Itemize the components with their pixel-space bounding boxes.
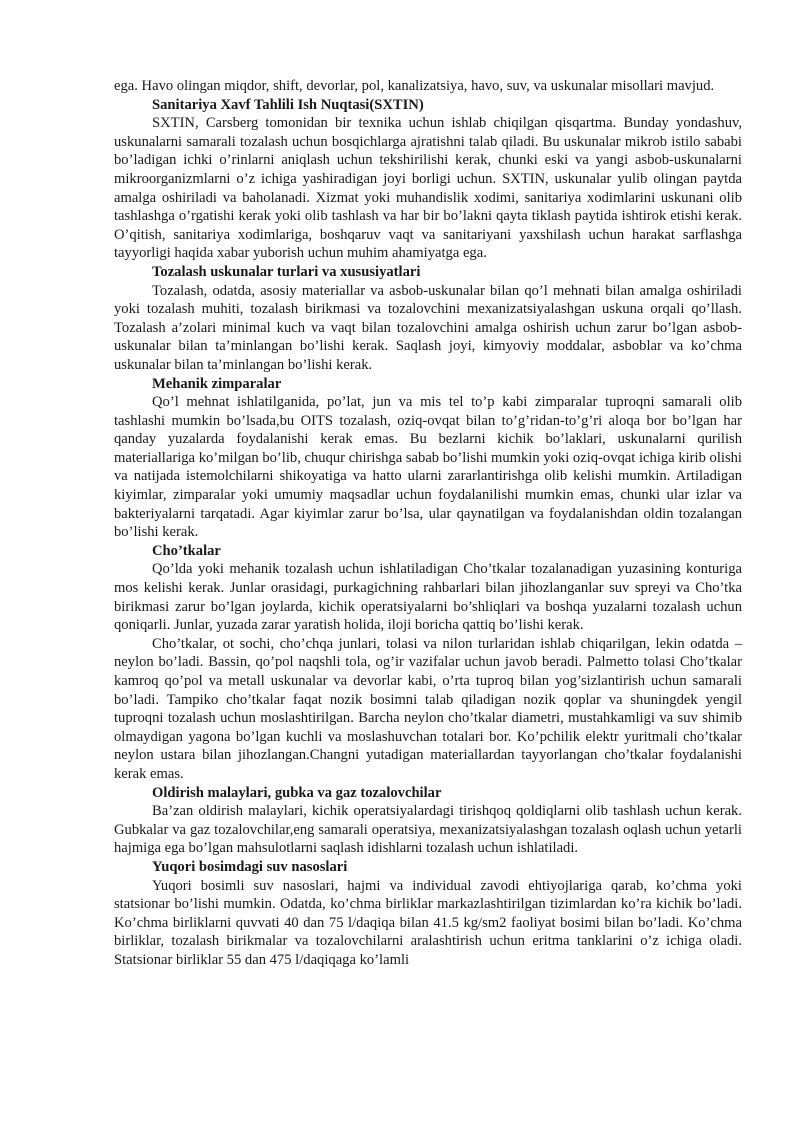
paragraph-scrapers-sponges: Ba’zan oldirish malaylari, kichik operatsiyalardagi tirishqoq qoldiqlarni olib tashlash uchun kerak. Gubkalar va gaz tozalovchilar,eng samarali operatsiya, mexanizatsiyalashgan tozalash oqlash uchun yetarli hajmiga ega bo’lgan mahsulotlarni saqlash idishlarni tozalash uchun ishlatiladi. [114,803,742,857]
paragraph-cleaning-equipment: Tozalash, odatda, asosiy materiallar va asbob-uskunalar bilan qo’l mehnati bilan amalga oshiriladi yoki tozalash muhiti, tozalash birikmasi va tozalovchini mexanizatsiyalashgan uskuna orqali qo’llash. Tozalash a’zolari minimal kuch va vaqt bilan tozalovchini amalga oshirish uchun zarur bo’lgan asbob-uskunalar bilan ta’minlangan bo’lishi kerak. Saqlash joyi, kimyoviy moddalar, asboblar va ko’chma uskunalar bilan ta’minlangan bo’lishi kerak. [114,282,742,373]
paragraph-sxtin: SXTIN, Carsberg tomonidan bir texnika uchun ishlab chiqilgan qisqartma. Bunday yondashuv, uskunalarni samarali tozalash uchun bosqichlarga ajratishni talab qiladi. Bu uskunalar mikrob istilo sababi bo’ladigan ichki o’rinlarni aniqlash uchun tekshirilishi kerak, chunki eski va yangi asbob-uskunalarni mikroorganizmlarni o’z ichiga yashiradigan joyi borligi uchun. SXTIN, uskunalar yulib olingan paytda amalga oshiriladi va baholanadi. Xizmat yoki muhandislik xodimi, sanitariya xodimlarini uskunani olib tashlashga o’rgatishi kerak yoki olib tashlash va har bir bo’lakni qayta tiklash paytida ishtirok etishi kerak. O’qitish, sanitariya xodimlariga, boshqaruv vaqt va sanitariyani yaxshilash uchun harakat sarflashga tayyorligi haqida xabar yuborish uchun muhim ahamiyatga ega. [114,115,742,262]
heading-high-pressure-pumps: Yuqori bosimdagi suv nasoslari [152,858,348,875]
heading-cleaning-equipment: Tozalash uskunalar turlari va xususiyatlari [152,263,421,280]
paragraph-mechanical-abrasives: Qo’l mehnat ishlatilganida, po’lat, jun va mis tel to’p kabi zimparalar tuproqni samarali olib tashlashi mumkin bo’lsada,bu OITS tozalash, oziq-ovqat bilan to’g’ridan-to’g’ri aloqa bor bo’lgan har qanday yuzalarda foydalanishi kerak emas. Bu bezlarni kichik bo’laklari, uskunalarni qurilish materiallariga ko’milgan bo’lib, chuqur chirishga sabab bo’lishi mumkin yoki oziq-ovqat ichiga kirib olishi va natijada istemolchilarni shikoyatiga va hatto ularni zararlantirishga olib kelishi mumkin. Artiladigan kiyimlar, zimparalar yoki umumiy maqsadlar uchun foydalanilishi mumkin emas, chunki ular izlar va bakteriyalarni tarqatadi. Agar kiyimlar zarur bo’lsa, ular qaynatilgan va foydalanishdan oldin tozalangan bo’lishi kerak. [114,394,742,541]
document-page [114,77,742,970]
heading-mechanical-abrasives: Mehanik zimparalar [152,375,282,392]
paragraph-brushes-1: Qo’lda yoki mehanik tozalash uchun ishlatiladigan Cho’tkalar tozalanadigan yuzasining konturiga mos kelishi kerak. Junlar orasidagi, purkagichning rahbarlari bilan jihozlanganlar suv spreyi va Cho’tka birikmasi zarur bo’lgan joylarda, kichik operatsiyalarni bo’shliqlari va boshqa yuzalarni tozalash uchun qoniqarli. Junlar, yuzada zarar yaratish holida, iloji boricha qattiq bo’lishi kerak. [114,561,742,634]
paragraph-brushes-2: Cho’tkalar, ot sochi, cho’chqa junlari, tolasi va nilon turlaridan ishlab chiqarilgan, lekin odatda – neylon bo’ladi. Bassin, qo’pol naqshli tola, og’ir vazifalar uchun javob beradi. Palmetto tolasi Cho’tkalar kamroq qo’pol va metall uskunalar va devorlar kabi, o’rta tuproq bilan yog’sizlantirish uchun samarali bo’ladi. Tampiko cho’tkalar faqat nozik bosimni talab qiladigan nozik qoplar va shuningdek yengil tuproqni tozalash uchun moslashtirilgan. Barcha neylon cho’tkalar diametri, mustahkamligi va suv shimib olmaydigan yagona bo’lgan kuchli va moslashuvchan totalari bor. Ko’pchilik elektr yuritmali cho’tkalar neylon ustara bilan jihozlangan.Changni yutadigan materiallardan tayyorlangan cho’tkalar foydalanishi kerak emas. [114,635,742,782]
paragraph-high-pressure-pumps: Yuqori bosimli suv nasoslari, hajmi va individual zavodi ehtiyojlariga qarab, ko’chma yoki statsionar bo’lishi mumkin. Odatda, ko’chma birliklar markazlashtirilgan tizimlardan ko’ra kichik bo’ladi. Ko’chma birliklarni quvvati 40 dan 75 l/daqiqa bilan 41.5 kg/sm2 faoliyat bosimi bilan bo’ladi. Ko’chma birliklar, tozalash birikmalar va tozalovchilarni aralashtirish uchun eritma tanklarini o’z ichiga oladi. Statsionar birliklar 55 dan 475 l/daqiqaga ko’lamli [114,877,742,968]
heading-sxtin: Sanitariya Xavf Tahlili Ish Nuqtasi(SXTIN) [152,96,424,113]
paragraph-intro: ega. Havo olingan miqdor, shift, devorlar, pol, kanalizatsiya, havo, suv, va uskunalar misollari mavjud. [114,78,715,94]
heading-brushes: Cho’tkalar [152,542,221,559]
heading-scrapers-sponges: Oldirish malaylari, gubka va gaz tozalovchilar [152,784,442,801]
